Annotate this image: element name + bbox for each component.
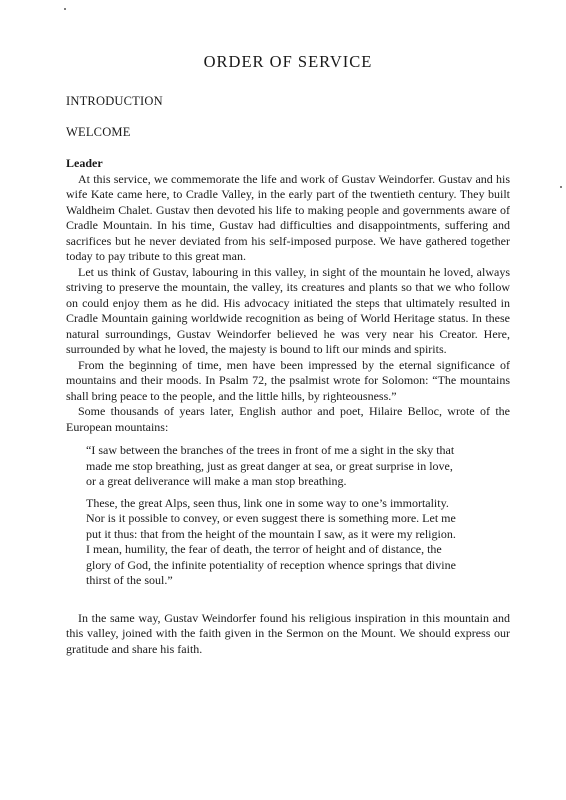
body-paragraph: Some thousands of years later, English author and poet, Hilaire Belloc, wrote of the European mountains: [66,404,510,434]
quote-paragraph: “I saw between the branches of the trees in front of me a sight in the sky that made me stop breathing, just as great danger at sea, or great surprise in love, or a great deliverance will make a man stop breathing. [86,443,455,488]
scan-speck [560,186,562,188]
leader-label: Leader [66,156,103,170]
leader-section [66,156,510,657]
section-heading-welcome: WELCOME [66,125,131,139]
closing-paragraph: In the same way, Gustav Weindorfer found his religious inspiration in this mountain and this valley, joined with the faith given in the Sermon on the Mount. We should express our gratitude and share his faith. [66,610,510,656]
quote-paragraph: These, the great Alps, seen thus, link one in some way to one’s immortality. Nor is it possible to convey, or even suggest there is something more. Let me put it thus: that from the height of the mountain I saw, as it were my religion. I mean, humility, the fear of death, the terror of height and of distance, the glory of God, the infinite potentiality of reception whence springs that divine thirst of the soul.” [86,495,456,587]
body-paragraph: Let us think of Gustav, labouring in this valley, in sight of the mountain he loved, always striving to preserve the mountain, the valley, its creatures and plants so that we who follow on could enjoy them as he did. His advocacy initiated the steps that ultimately resulted in Cradle Mountain gaining worldwide recognition as being of World Heritage status. In these natural surroundings, Gustav Weindorfer believed he was very near his Creator. Here, surrounded by what he loved, the majesty is bound to lift our minds and spirits. [66,264,510,356]
page-title: ORDER OF SERVICE [203,52,373,71]
body-paragraph: At this service, we commemorate the life and work of Gustav Weindorfer. Gustav and his wife Kate came here, to Cradle Valley, in the early part of the twentieth century. They built Waldheim Chalet. Gustav then devoted his life to making people and governments aware of Cradle Mountain. In his time, Gustav had difficulties and disappointments, suffering and sacrifices but he never deviated from his self-imposed purpose. We have gathered together today to pay tribute to this great man. [66,171,510,263]
section-heading-introduction: INTRODUCTION [66,94,163,108]
belloc-quote [86,443,456,589]
scan-speck [64,8,66,10]
order-of-service-page [66,52,510,657]
body-paragraph: From the beginning of time, men have been impressed by the eternal significance of mountains and their moods. In Psalm 72, the psalmist wrote for Solomon: “The mountains shall bring peace to the people, and the little hills, by righteousness.” [66,357,510,403]
